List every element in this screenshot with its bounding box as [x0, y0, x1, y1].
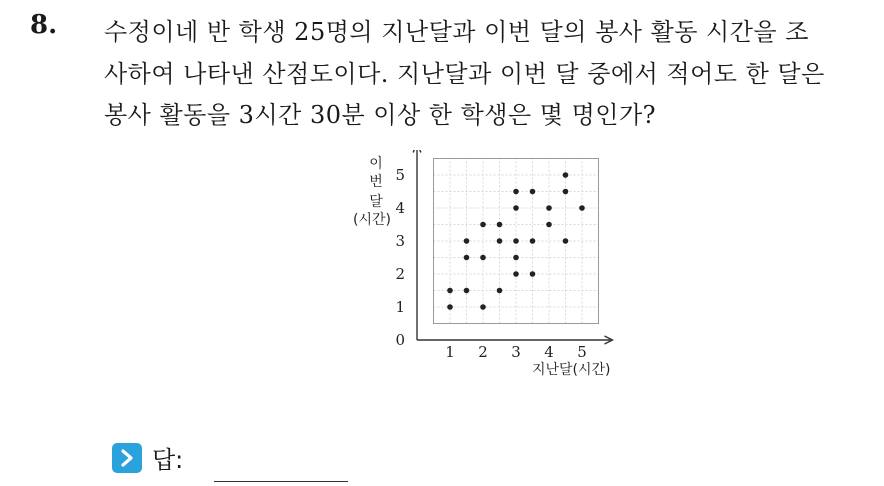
data-point: [563, 189, 569, 195]
answer-input-line[interactable]: [214, 481, 348, 482]
data-point: [464, 288, 470, 294]
data-point: [464, 255, 470, 261]
y-axis-label-line: 달: [369, 194, 383, 210]
x-tick-label: 2: [478, 343, 488, 361]
data-point: [480, 255, 486, 261]
question-text-line-1: 수정이네 반 학생 25명의 지난달과 이번 달의 봉사 활동 시간을 조: [104, 18, 809, 46]
data-point: [497, 222, 503, 228]
data-point: [513, 238, 519, 244]
data-point: [563, 238, 569, 244]
answer-label: 답:: [152, 446, 184, 474]
y-tick-label: 3: [395, 232, 405, 250]
y-axis-label-line: 이: [369, 156, 383, 172]
origin-label: 0: [395, 331, 405, 349]
data-point: [513, 189, 519, 195]
chevron-right-icon: [112, 443, 142, 473]
data-point: [513, 255, 519, 261]
x-tick-label: 1: [445, 343, 455, 361]
data-point: [497, 238, 503, 244]
data-point: [563, 172, 569, 178]
y-tick-label: 4: [395, 199, 405, 217]
data-point: [480, 304, 486, 310]
data-point: [530, 271, 536, 277]
scatter-plot: [340, 150, 620, 390]
data-point: [513, 205, 519, 211]
x-tick-label: 3: [511, 343, 521, 361]
data-point: [513, 271, 519, 277]
data-point: [530, 238, 536, 244]
data-point: [447, 288, 453, 294]
x-tick-label: 4: [544, 343, 554, 361]
data-point: [530, 189, 536, 195]
y-axis-label-line: 번: [369, 174, 383, 190]
answer-area: [112, 440, 183, 475]
data-point: [546, 222, 552, 228]
data-point: [447, 304, 453, 310]
data-point: [480, 222, 486, 228]
x-tick-label: 5: [577, 343, 587, 361]
x-axis-label: 지난달(시간): [531, 362, 611, 378]
y-tick-label: 2: [395, 265, 405, 283]
data-point: [546, 205, 552, 211]
data-point: [579, 205, 585, 211]
y-tick-label: 1: [395, 298, 405, 316]
data-point: [497, 288, 503, 294]
y-axis-label-line: (시간): [353, 212, 391, 228]
y-tick-label: 5: [395, 166, 405, 184]
question-number: 8.: [30, 10, 58, 40]
question-text-line-2: 사하여 나타낸 산점도이다. 지난달과 이번 달 중에서 적어도 한 달은: [104, 60, 825, 88]
question-text-line-3: 봉사 활동을 3시간 30분 이상 한 학생은 몇 명인가?: [104, 101, 657, 129]
data-point: [464, 238, 470, 244]
